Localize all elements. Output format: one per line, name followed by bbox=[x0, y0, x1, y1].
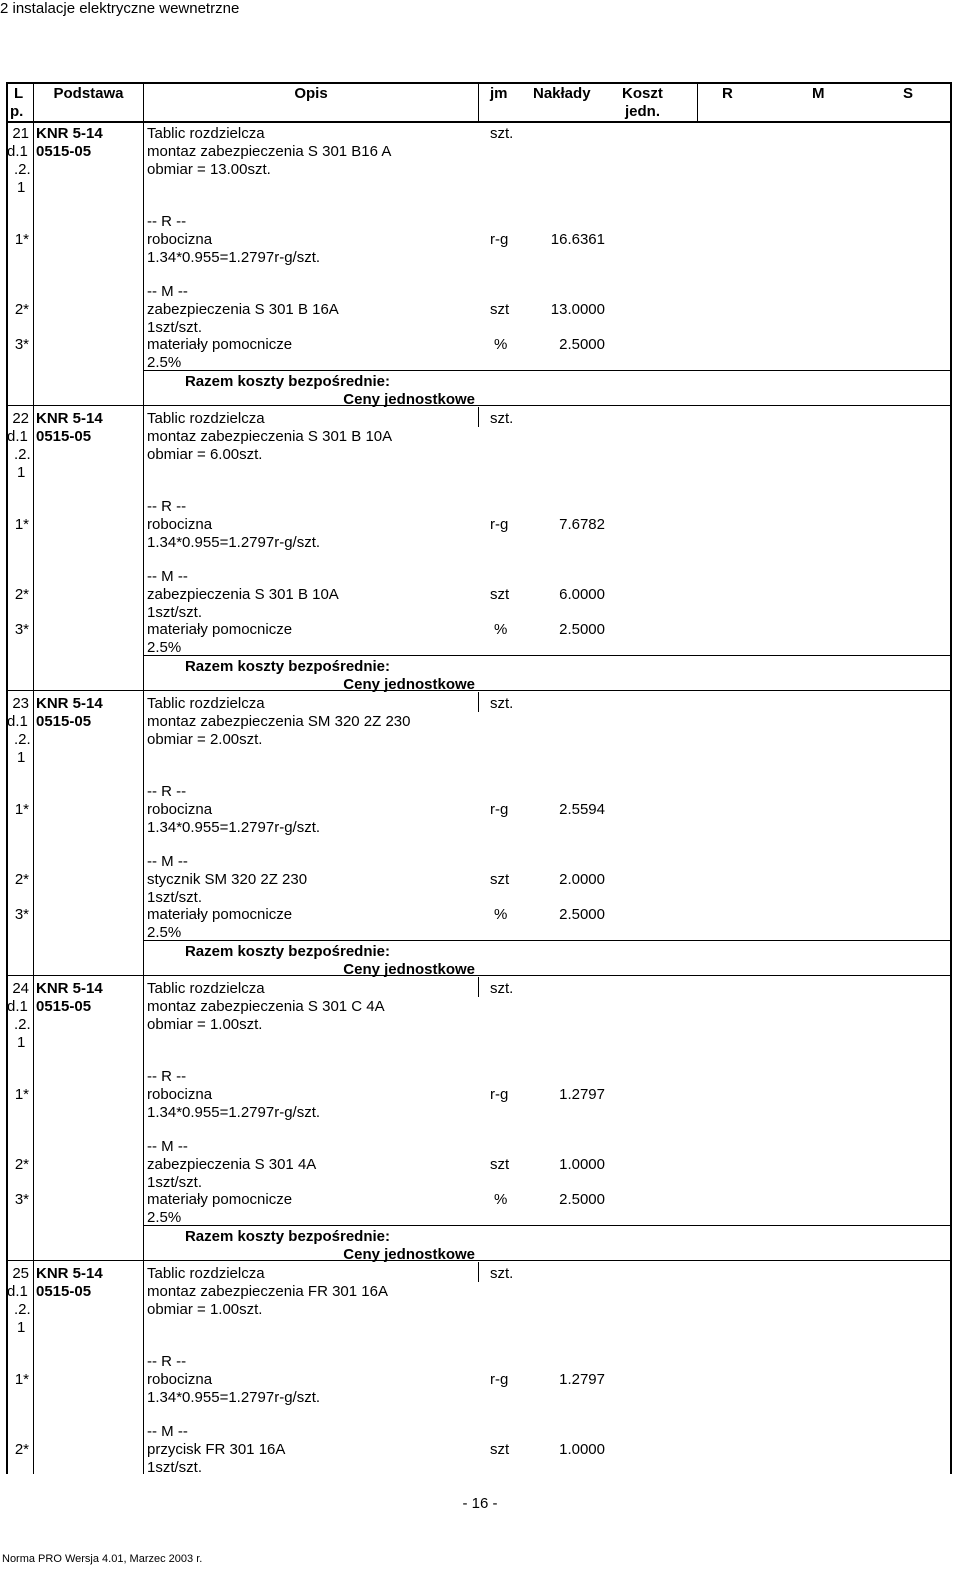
p-lp: 3* bbox=[14, 906, 29, 923]
m-jm: szt bbox=[490, 871, 510, 888]
ceny-label: Ceny jednostkowe bbox=[343, 676, 475, 693]
page-number: - 16 - bbox=[462, 1495, 498, 1512]
ceny-label: Ceny jednostkowe bbox=[343, 961, 475, 978]
p-name: materiały pomocnicze bbox=[147, 906, 293, 923]
item-opis-obmiar: obmiar = 2.00szt. bbox=[147, 731, 263, 748]
item-lp-line: 1 bbox=[17, 464, 26, 481]
m-marker: -- M -- bbox=[147, 853, 188, 870]
m-formula: 1szt/szt. bbox=[147, 319, 203, 336]
header-opis: Opis bbox=[294, 85, 328, 102]
item-jm: szt. bbox=[490, 695, 514, 712]
item-lp-line: d.1 bbox=[7, 1283, 28, 1300]
item-podstawa-knr: KNR 5-14 bbox=[36, 410, 103, 427]
item-opis-obmiar: obmiar = 13.00szt. bbox=[147, 161, 271, 178]
m-formula: 1szt/szt. bbox=[147, 1459, 203, 1476]
razem-separator bbox=[144, 370, 952, 371]
header-podstawa: Podstawa bbox=[53, 85, 124, 102]
item-lp-line: 1 bbox=[17, 749, 26, 766]
m-value: 2.0000 bbox=[559, 871, 605, 888]
item-opis-obmiar: obmiar = 1.00szt. bbox=[147, 1301, 263, 1318]
header-s: S bbox=[903, 85, 914, 102]
col-sep-koszt bbox=[697, 82, 698, 122]
r-lp: 1* bbox=[14, 1371, 29, 1388]
m-lp: 2* bbox=[14, 301, 29, 318]
p-name: materiały pomocnicze bbox=[147, 1191, 293, 1208]
r-jm: r-g bbox=[490, 231, 509, 248]
item-opis-title: Tablic rozdzielcza bbox=[147, 980, 265, 997]
header-bottom-border bbox=[7, 121, 952, 123]
item-podstawa-knr: KNR 5-14 bbox=[36, 980, 103, 997]
r-value: 16.6361 bbox=[550, 231, 605, 248]
item-opis-title: Tablic rozdzielcza bbox=[147, 125, 265, 142]
item-lp-line: .2. bbox=[14, 731, 31, 748]
m-value: 1.0000 bbox=[559, 1156, 605, 1173]
table-top-border bbox=[7, 82, 952, 84]
m-name: zabezpieczenia S 301 4A bbox=[147, 1156, 317, 1173]
item-opis-obmiar: obmiar = 6.00szt. bbox=[147, 446, 263, 463]
m-formula: 1szt/szt. bbox=[147, 889, 203, 906]
m-jm: szt bbox=[490, 586, 510, 603]
footer-text: Norma PRO Wersja 4.01, Marzec 2003 r. bbox=[2, 1553, 203, 1565]
r-name: robocizna bbox=[147, 1371, 213, 1388]
p-jm: % bbox=[494, 621, 508, 638]
table-left-border bbox=[6, 82, 8, 1474]
col-sep-opis-22 bbox=[478, 407, 479, 427]
m-formula: 1szt/szt. bbox=[147, 1174, 203, 1191]
item-opis-title: Tablic rozdzielcza bbox=[147, 1265, 265, 1282]
col-sep-opis-header bbox=[478, 82, 479, 122]
col-sep-opis-25 bbox=[478, 1262, 479, 1282]
m-lp: 2* bbox=[14, 1441, 29, 1458]
m-name: zabezpieczenia S 301 B 16A bbox=[147, 301, 339, 318]
r-marker: -- R -- bbox=[147, 783, 187, 800]
m-formula: 1szt/szt. bbox=[147, 604, 203, 621]
p-formula: 2.5% bbox=[147, 1209, 182, 1226]
p-lp: 3* bbox=[14, 336, 29, 353]
razem-label: Razem koszty bezpośrednie: bbox=[184, 943, 390, 960]
col-sep-lp bbox=[33, 82, 34, 1474]
item-lp-line: .2. bbox=[14, 1016, 31, 1033]
header-lp-l: L bbox=[14, 85, 24, 102]
item-opis-title: Tablic rozdzielcza bbox=[147, 410, 265, 427]
razem-separator bbox=[144, 655, 952, 656]
item-lp-line: d.1 bbox=[7, 998, 28, 1015]
col-sep-opis-23 bbox=[478, 692, 479, 712]
ceny-label: Ceny jednostkowe bbox=[343, 391, 475, 408]
p-formula: 2.5% bbox=[147, 354, 182, 371]
r-name: robocizna bbox=[147, 516, 213, 533]
m-marker: -- M -- bbox=[147, 283, 188, 300]
r-marker: -- R -- bbox=[147, 1068, 187, 1085]
m-value: 6.0000 bbox=[559, 586, 605, 603]
p-formula: 2.5% bbox=[147, 924, 182, 941]
p-jm: % bbox=[494, 906, 508, 923]
item-opis-desc: montaz zabezpieczenia S 301 B 10A bbox=[147, 428, 393, 445]
item-podstawa-code: 0515-05 bbox=[36, 1283, 92, 1300]
header-naklady: Nakłady bbox=[533, 85, 591, 102]
p-jm: % bbox=[494, 336, 508, 353]
item-podstawa-code: 0515-05 bbox=[36, 143, 92, 160]
r-jm: r-g bbox=[490, 801, 509, 818]
r-jm: r-g bbox=[490, 1086, 509, 1103]
item-podstawa-knr: KNR 5-14 bbox=[36, 125, 103, 142]
header-koszt: Koszt bbox=[622, 85, 663, 102]
m-jm: szt bbox=[490, 1156, 510, 1173]
r-lp: 1* bbox=[14, 1086, 29, 1103]
m-marker: -- M -- bbox=[147, 1138, 188, 1155]
header-lp-p: p. bbox=[10, 103, 24, 120]
item-lp-line: 1 bbox=[17, 179, 26, 196]
ceny-label: Ceny jednostkowe bbox=[343, 1246, 475, 1263]
p-value: 2.5000 bbox=[559, 1191, 605, 1208]
item-lp-line: .2. bbox=[14, 446, 31, 463]
r-name: robocizna bbox=[147, 801, 213, 818]
item-opis-desc: montaz zabezpieczenia FR 301 16A bbox=[147, 1283, 388, 1300]
item-lp-line: d.1 bbox=[7, 143, 28, 160]
table-right-border bbox=[950, 82, 952, 1474]
r-formula: 1.34*0.955=1.2797r-g/szt. bbox=[147, 1104, 321, 1121]
r-jm: r-g bbox=[490, 516, 509, 533]
header-r: R bbox=[722, 85, 733, 102]
r-marker: -- R -- bbox=[147, 1353, 187, 1370]
item-lp-line: .2. bbox=[14, 161, 31, 178]
razem-label: Razem koszty bezpośrednie: bbox=[184, 1228, 390, 1245]
r-value: 7.6782 bbox=[559, 516, 605, 533]
item-opis-desc: montaz zabezpieczenia SM 320 2Z 230 bbox=[147, 713, 411, 730]
item-lp-number: 21 bbox=[12, 125, 29, 142]
razem-label: Razem koszty bezpośrednie: bbox=[184, 658, 390, 675]
col-sep-opis-24 bbox=[478, 977, 479, 997]
header-jm: jm bbox=[490, 85, 508, 102]
m-name: stycznik SM 320 2Z 230 bbox=[147, 871, 308, 888]
p-name: materiały pomocnicze bbox=[147, 621, 293, 638]
item-podstawa-code: 0515-05 bbox=[36, 713, 92, 730]
m-name: przycisk FR 301 16A bbox=[147, 1441, 286, 1458]
r-value: 1.2797 bbox=[559, 1086, 605, 1103]
item-lp-line: d.1 bbox=[7, 428, 28, 445]
razem-label: Razem koszty bezpośrednie: bbox=[184, 373, 390, 390]
r-name: robocizna bbox=[147, 231, 213, 248]
item-jm: szt. bbox=[490, 980, 514, 997]
r-formula: 1.34*0.955=1.2797r-g/szt. bbox=[147, 534, 321, 551]
m-value: 1.0000 bbox=[559, 1441, 605, 1458]
r-jm: r-g bbox=[490, 1371, 509, 1388]
p-lp: 3* bbox=[14, 621, 29, 638]
item-lp-line: d.1 bbox=[7, 713, 28, 730]
item-lp-line: 1 bbox=[17, 1034, 26, 1051]
p-value: 2.5000 bbox=[559, 621, 605, 638]
r-marker: -- R -- bbox=[147, 213, 187, 230]
r-formula: 1.34*0.955=1.2797r-g/szt. bbox=[147, 249, 321, 266]
r-value: 2.5594 bbox=[559, 801, 605, 818]
item-podstawa-code: 0515-05 bbox=[36, 998, 92, 1015]
r-formula: 1.34*0.955=1.2797r-g/szt. bbox=[147, 1389, 321, 1406]
item-opis-desc: montaz zabezpieczenia S 301 B16 A bbox=[147, 143, 392, 160]
r-formula: 1.34*0.955=1.2797r-g/szt. bbox=[147, 819, 321, 836]
p-value: 2.5000 bbox=[559, 336, 605, 353]
r-lp: 1* bbox=[14, 801, 29, 818]
razem-separator bbox=[144, 1225, 952, 1226]
item-jm: szt. bbox=[490, 410, 514, 427]
item-podstawa-code: 0515-05 bbox=[36, 428, 92, 445]
r-value: 1.2797 bbox=[559, 1371, 605, 1388]
item-lp-number: 23 bbox=[12, 695, 29, 712]
m-value: 13.0000 bbox=[550, 301, 605, 318]
item-lp-line: .2. bbox=[14, 1301, 31, 1318]
header-m: M bbox=[812, 85, 825, 102]
item-opis-obmiar: obmiar = 1.00szt. bbox=[147, 1016, 263, 1033]
p-formula: 2.5% bbox=[147, 639, 182, 656]
r-marker: -- R -- bbox=[147, 498, 187, 515]
razem-separator bbox=[144, 940, 952, 941]
r-name: robocizna bbox=[147, 1086, 213, 1103]
p-value: 2.5000 bbox=[559, 906, 605, 923]
p-lp: 3* bbox=[14, 1191, 29, 1208]
m-marker: -- M -- bbox=[147, 568, 188, 585]
r-lp: 1* bbox=[14, 231, 29, 248]
p-jm: % bbox=[494, 1191, 508, 1208]
m-lp: 2* bbox=[14, 871, 29, 888]
col-sep-podstawa bbox=[143, 82, 144, 1474]
item-jm: szt. bbox=[490, 125, 514, 142]
page-title: 2 instalacje elektryczne wewnetrzne bbox=[0, 0, 240, 17]
m-lp: 2* bbox=[14, 586, 29, 603]
item-podstawa-knr: KNR 5-14 bbox=[36, 695, 103, 712]
m-jm: szt bbox=[490, 301, 510, 318]
item-opis-desc: montaz zabezpieczenia S 301 C 4A bbox=[147, 998, 385, 1015]
item-lp-number: 25 bbox=[12, 1265, 29, 1282]
m-marker: -- M -- bbox=[147, 1423, 188, 1440]
item-opis-title: Tablic rozdzielcza bbox=[147, 695, 265, 712]
item-lp-number: 24 bbox=[12, 980, 29, 997]
r-lp: 1* bbox=[14, 516, 29, 533]
m-name: zabezpieczenia S 301 B 10A bbox=[147, 586, 339, 603]
m-lp: 2* bbox=[14, 1156, 29, 1173]
item-jm: szt. bbox=[490, 1265, 514, 1282]
item-podstawa-knr: KNR 5-14 bbox=[36, 1265, 103, 1282]
p-name: materiały pomocnicze bbox=[147, 336, 293, 353]
item-lp-number: 22 bbox=[12, 410, 29, 427]
m-jm: szt bbox=[490, 1441, 510, 1458]
item-lp-line: 1 bbox=[17, 1319, 26, 1336]
header-jedn: jedn. bbox=[625, 103, 661, 120]
